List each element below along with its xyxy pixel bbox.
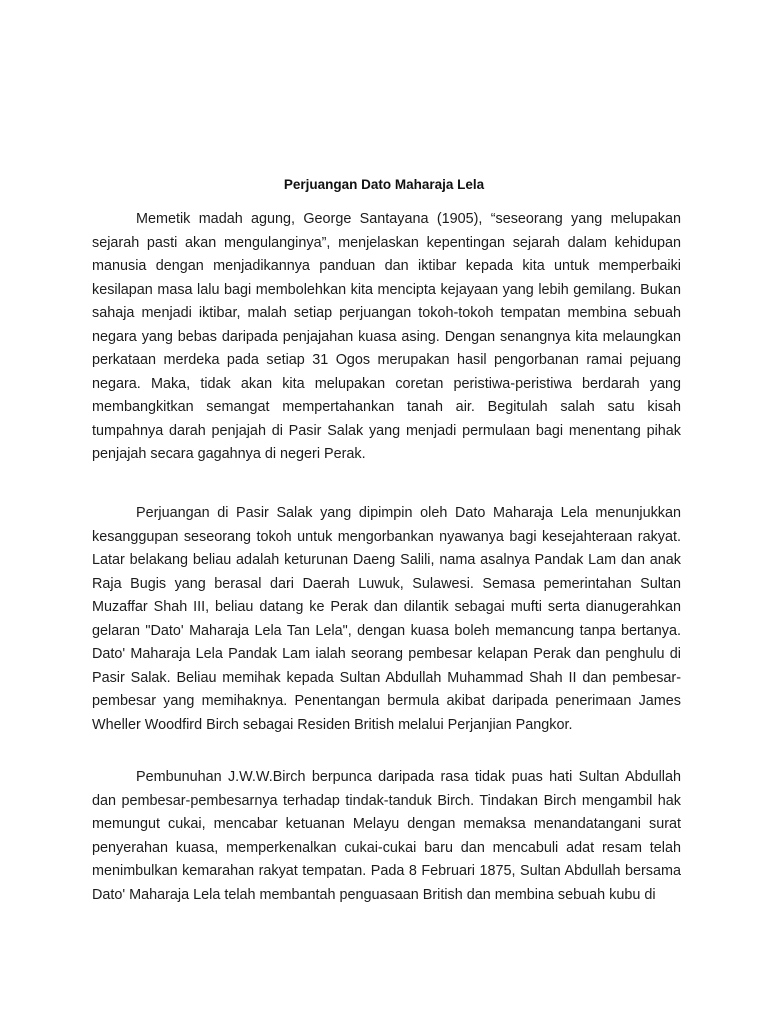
paragraph-3 bbox=[92, 766, 681, 907]
paragraph-2-text: Perjuangan di Pasir Salak yang dipimpin oleh Dato Maharaja Lela menunjukkan kesanggupan seseorang tokoh untuk mengorbankan nyawanya bagi kesejahteraan rakyat. Latar belakang beliau adalah keturunan Daeng Salili, nama asalnya Pandak Lam dan anak Raja Bugis yang berasal dari Daerah Luwuk, Sulawesi. Semasa pemerintahan Sultan Muzaffar Shah III, beliau datang ke Perak dan dilantik sebagai mufti serta dianugerahkan gelaran "Dato' Maharaja Lela Tan Lela", dengan kuasa boleh memancung tanpa bertanya. Dato' Maharaja Lela Pandak Lam ialah seorang pembesar kelapan Perak dan penghulu di Pasir Salak. Beliau memihak kepada Sultan Abdullah Muhammad Shah II dan pembesar-pembesar yang memihaknya. Penentangan bermula akibat daripada penerimaan James Wheller Woodfird Birch sebagai Residen British melalui Perjanjian Pangkor. bbox=[92, 505, 681, 733]
paragraph-1-text: Memetik madah agung, George Santayana (1905), “seseorang yang melupakan sejarah pasti akan mengulanginya”, menjelaskan kepentingan sejarah dalam kehidupan manusia dengan menjadikannya panduan dan iktibar kepada kita untuk memperbaiki kesilapan masa lalu bagi membolehkan kita mencipta kejayaan yang lebih gemilang. Bukan sahaja menjadi iktibar, malah setiap perjuangan tokoh-tokoh tempatan membina sebuah negara yang bebas daripada penjajahan kuasa asing. Dengan senangnya kita melaungkan perkataan merdeka pada setiap 31 Ogos merupakan hasil pengorbanan ramai pejuang negara. Maka, tidak akan kita melupakan coretan peristiwa-peristiwa berdarah yang membangkitkan semangat mempertahankan tanah air. Begitulah salah satu kisah tumpahnya darah penjajah di Pasir Salak yang menjadi permulaan bagi menentang pihak penjajah secara gagahnya di negeri Perak. bbox=[92, 211, 681, 462]
paragraph-3-text: Pembunuhan J.W.W.Birch berpunca daripada rasa tidak puas hati Sultan Abdullah dan pembesar-pembesarnya terhadap tindak-tanduk Birch. Tindakan Birch mengambil hak memungut cukai, mencabar ketuanan Melayu dengan memaksa menandatangani surat penyerahan kuasa, memperkenalkan cukai-cukai baru dan mencabuli adat resam telah menimbulkan kemarahan rakyat tempatan. Pada 8 Februari 1875, Sultan Abdullah bersama Dato' Maharaja Lela telah membantah penguasaan British dan membina sebuah kubu di bbox=[92, 769, 681, 903]
document-title: Perjuangan Dato Maharaja Lela bbox=[283, 177, 485, 192]
paragraph-2 bbox=[92, 502, 681, 737]
paragraph-1 bbox=[92, 208, 681, 467]
